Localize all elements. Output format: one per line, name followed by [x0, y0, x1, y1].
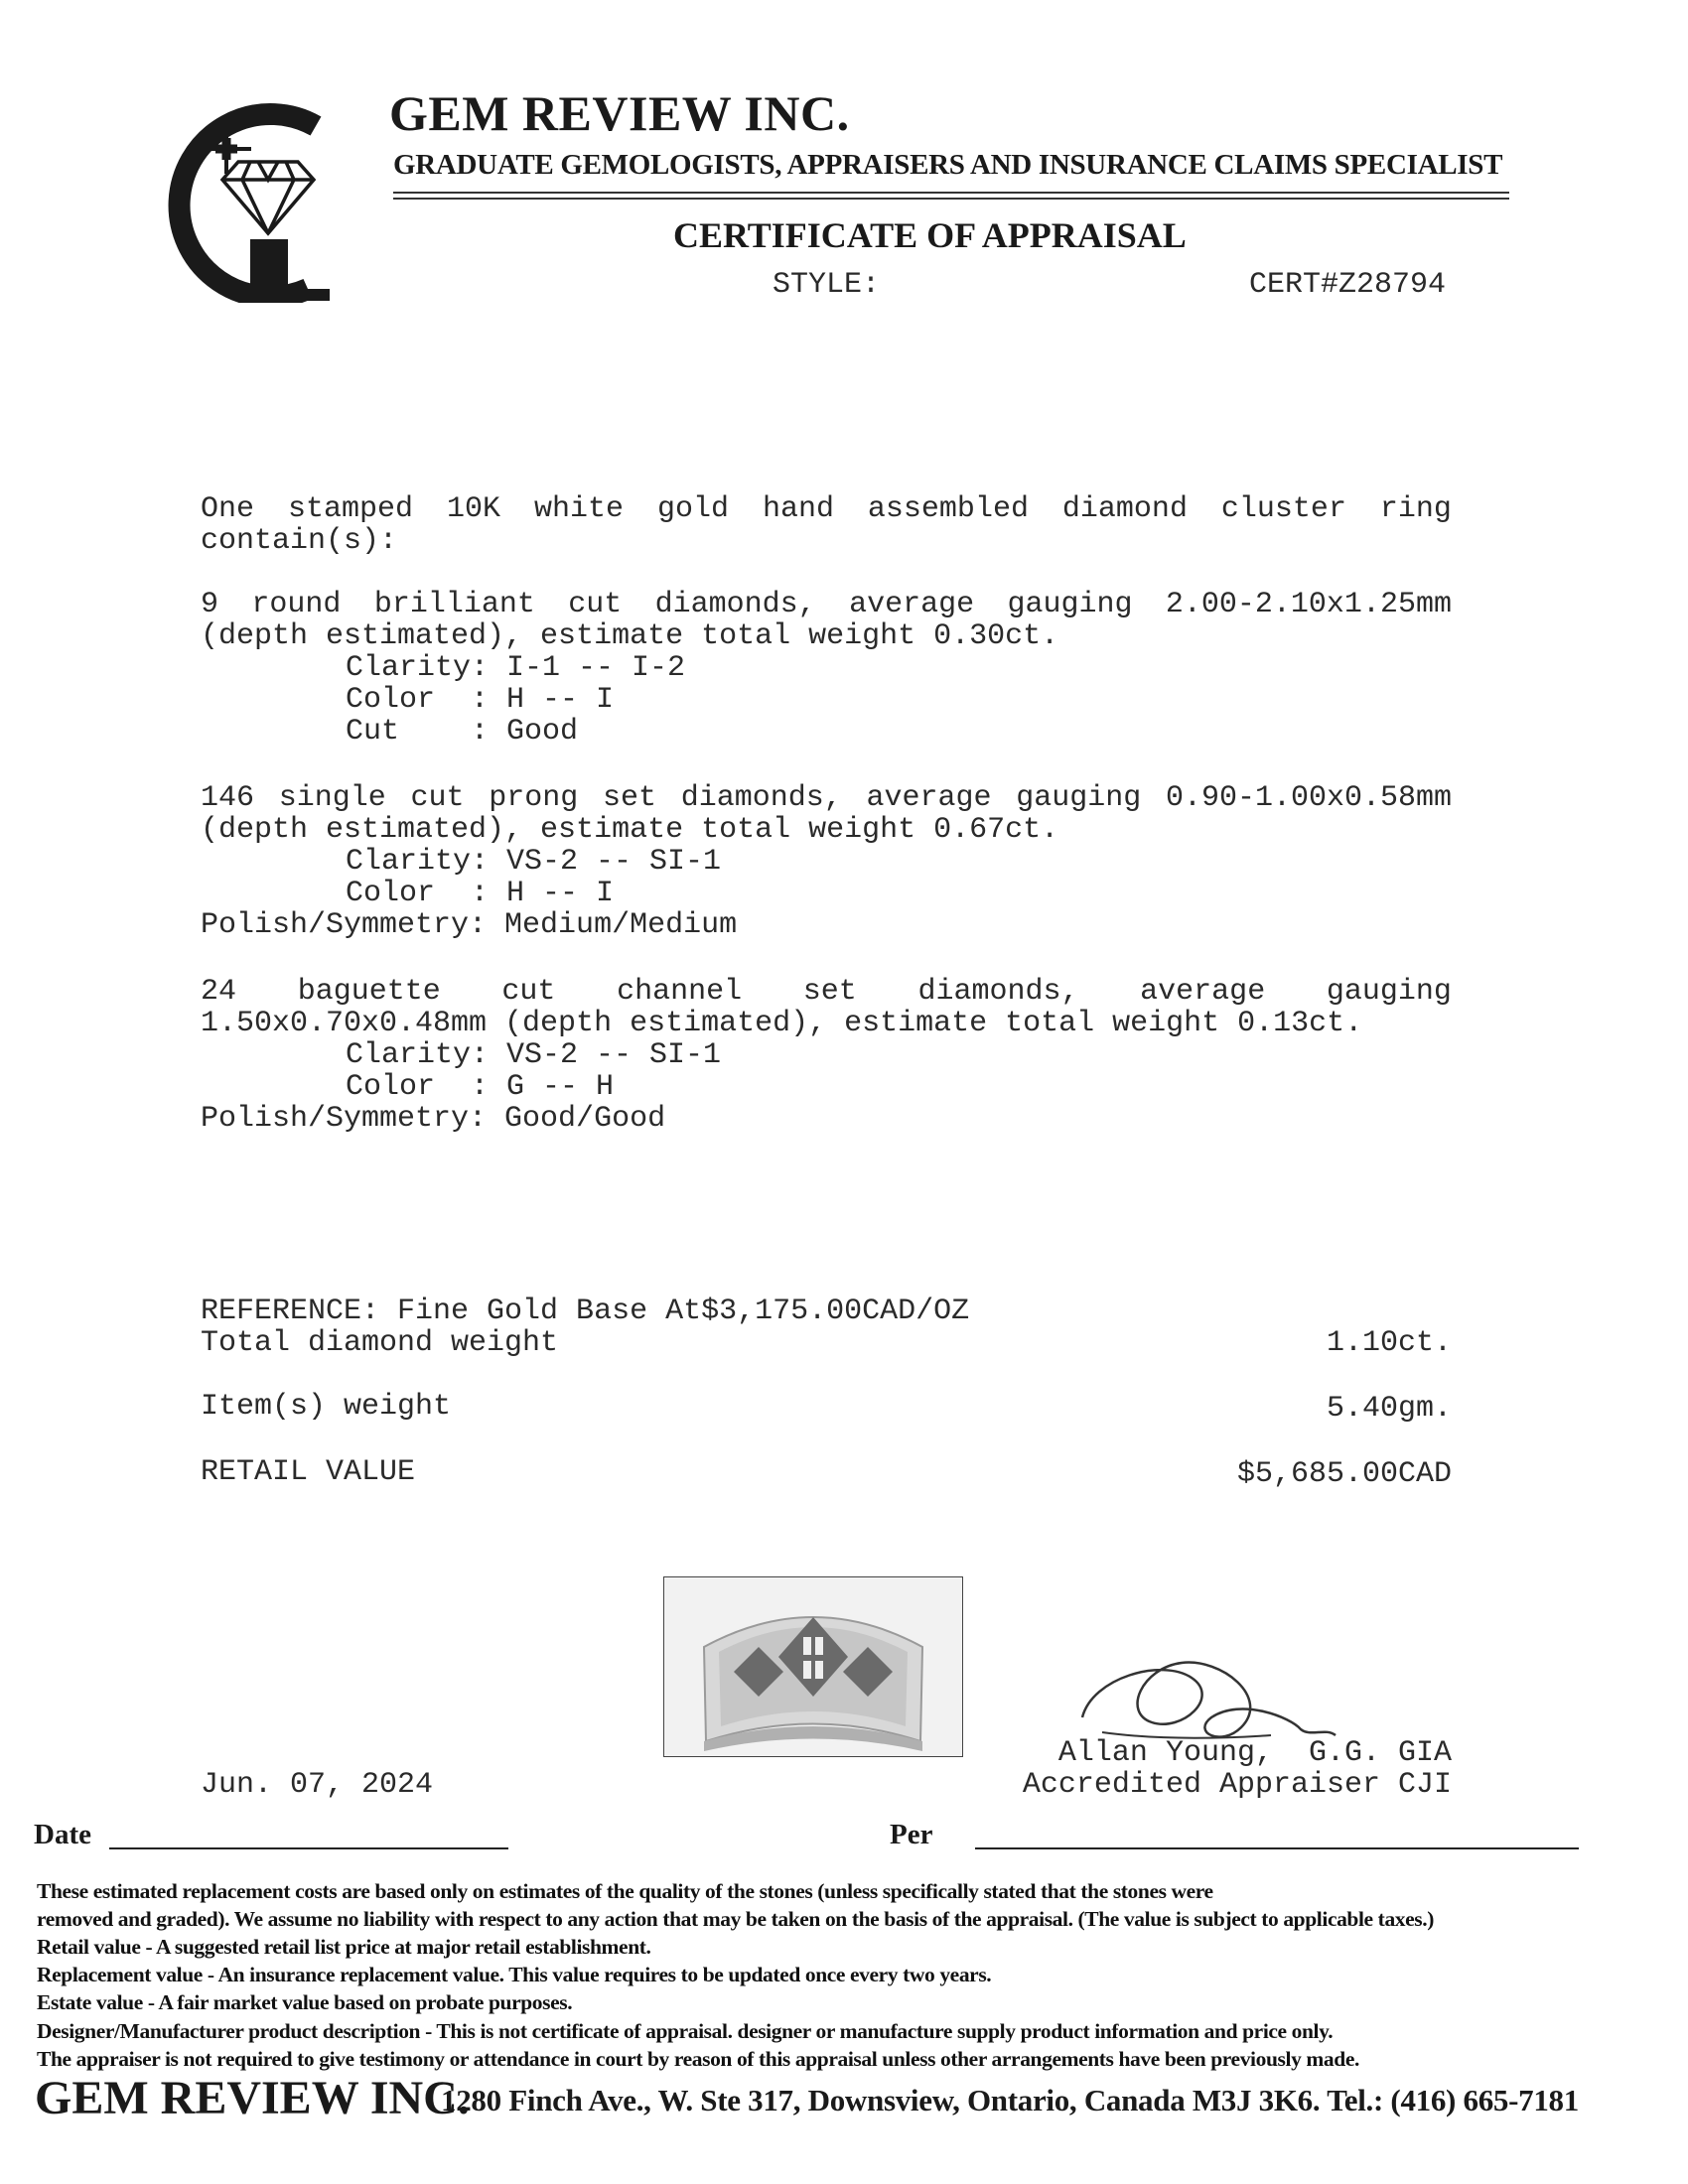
- diamond-icon: [222, 162, 314, 233]
- word: set: [602, 781, 656, 815]
- word: diamonds,: [680, 781, 842, 815]
- word: cut: [568, 588, 623, 621]
- stone-group-line: (depth estimated), estimate total weight 0.30ct.: [201, 619, 1059, 653]
- word: brilliant: [373, 588, 535, 621]
- polish-symmetry-line: Polish/Symmetry: Medium/Medium: [201, 908, 738, 942]
- stone-group-line: 1.50x0.70x0.48mm (depth estimated), estimate total weight 0.13ct.: [201, 1007, 1363, 1040]
- cut-line: Cut : Good: [346, 715, 579, 749]
- header-divider: [393, 198, 1509, 200]
- color-line: Color : H -- I: [346, 877, 615, 910]
- certificate-number: CERT#Z28794: [1249, 268, 1447, 302]
- word: set: [802, 975, 857, 1009]
- clarity-line: Clarity: I-1 -- I-2: [346, 651, 686, 685]
- word: cut: [501, 975, 556, 1009]
- word: ring: [1379, 492, 1452, 526]
- appraisal-date: Jun. 07, 2024: [201, 1768, 434, 1802]
- certificate-title: CERTIFICATE OF APPRAISAL: [673, 215, 1187, 255]
- word: gold: [656, 492, 729, 526]
- word: prong: [489, 781, 579, 815]
- per-signature-line: [975, 1847, 1579, 1849]
- date-signature-line: [109, 1847, 508, 1849]
- word: gauging: [1326, 975, 1452, 1009]
- company-name: GEM REVIEW INC.: [389, 85, 850, 141]
- per-label: Per: [890, 1819, 933, 1850]
- word: channel: [617, 975, 743, 1009]
- word: gauging: [1007, 588, 1133, 621]
- retail-value-label: RETAIL VALUE: [201, 1455, 416, 1489]
- word: average: [1140, 975, 1266, 1009]
- word: 9: [201, 588, 219, 621]
- intro-line-2: contain(s):: [201, 524, 398, 558]
- word: diamond: [1061, 492, 1188, 526]
- header-divider: [393, 192, 1509, 194]
- word: stamped: [287, 492, 414, 526]
- disclaimer-line: Designer/Manufacturer product description - This is not certificate of appraisal. designer or manufacture supply product information and price only.: [37, 2019, 1334, 2043]
- word: white: [533, 492, 624, 526]
- date-label: Date: [34, 1819, 91, 1850]
- word: 24: [201, 975, 237, 1009]
- color-line: Color : G -- H: [346, 1070, 615, 1104]
- footer-address: 1280 Finch Ave., W. Ste 317, Downsview, Ontario, Canada M3J 3K6. Tel.: (416) 665-7181: [441, 2083, 1579, 2117]
- word: assembled: [867, 492, 1029, 526]
- word: baguette: [297, 975, 441, 1009]
- reference-line: REFERENCE: Fine Gold Base At$3,175.00CAD/OZ: [201, 1295, 970, 1328]
- disclaimer-line: Replacement value - An insurance replacement value. This value requires to be updated once every two years.: [37, 1963, 992, 1986]
- word: average: [849, 588, 975, 621]
- stone-group-line: [201, 781, 1452, 815]
- intro-line: [201, 492, 1452, 526]
- stone-group-line: [201, 975, 1452, 1009]
- word: average: [866, 781, 992, 815]
- word: cut: [410, 781, 465, 815]
- word: gauging: [1016, 781, 1142, 815]
- disclaimer-line: The appraiser is not required to give testimony or attendance in court by reason of this appraisal unless other arrangements have been previously made.: [37, 2047, 1359, 2071]
- item-weight-value: 5.40gm.: [1326, 1392, 1452, 1426]
- clarity-line: Clarity: VS-2 -- SI-1: [346, 845, 722, 879]
- word: diamonds,: [917, 975, 1079, 1009]
- stone-group-line: [201, 588, 1452, 621]
- word: cluster: [1220, 492, 1346, 526]
- polish-symmetry-line: Polish/Symmetry: Good/Good: [201, 1102, 666, 1136]
- word: 10K: [446, 492, 500, 526]
- company-logo: [139, 94, 338, 303]
- stone-group-line: (depth estimated), estimate total weight 0.67ct.: [201, 813, 1059, 847]
- company-tagline: GRADUATE GEMOLOGISTS, APPRAISERS AND INSURANCE CLAIMS SPECIALIST: [393, 149, 1503, 181]
- color-line: Color : H -- I: [346, 683, 615, 717]
- disclaimer-line: Estate value - A fair market value based on probate purposes.: [37, 1990, 573, 2014]
- ring-photo: [663, 1576, 963, 1757]
- word: 146: [201, 781, 255, 815]
- disclaimer-line: removed and graded). We assume no liability with respect to any action that may be taken on the basis of the appraisal. (The value is subject to applicable taxes.): [37, 1907, 1434, 1931]
- word: 2.00-2.10x1.25mm: [1165, 588, 1452, 621]
- word: One: [201, 492, 255, 526]
- appraiser-title: Accredited Appraiser CJI: [1022, 1768, 1452, 1802]
- disclaimer-line: Retail value - A suggested retail list price at major retail establishment.: [37, 1935, 651, 1959]
- word: single: [278, 781, 386, 815]
- retail-value-amount: $5,685.00CAD: [1236, 1457, 1452, 1491]
- word: hand: [762, 492, 834, 526]
- disclaimer-line: These estimated replacement costs are based only on estimates of the quality of the stones (unless specifically stated that the stones were: [37, 1879, 1213, 1903]
- total-diamond-weight-label: Total diamond weight: [201, 1326, 559, 1360]
- appraiser-name: Allan Young, G.G. GIA: [1057, 1736, 1452, 1770]
- style-label: STYLE:: [773, 268, 881, 302]
- word: 0.90-1.00x0.58mm: [1165, 781, 1452, 815]
- footer-company-name: GEM REVIEW INC.: [35, 2072, 470, 2124]
- word: diamonds,: [654, 588, 816, 621]
- total-diamond-weight-value: 1.10ct.: [1326, 1326, 1452, 1360]
- clarity-line: Clarity: VS-2 -- SI-1: [346, 1038, 722, 1072]
- word: round: [251, 588, 342, 621]
- item-weight-label: Item(s) weight: [201, 1390, 452, 1424]
